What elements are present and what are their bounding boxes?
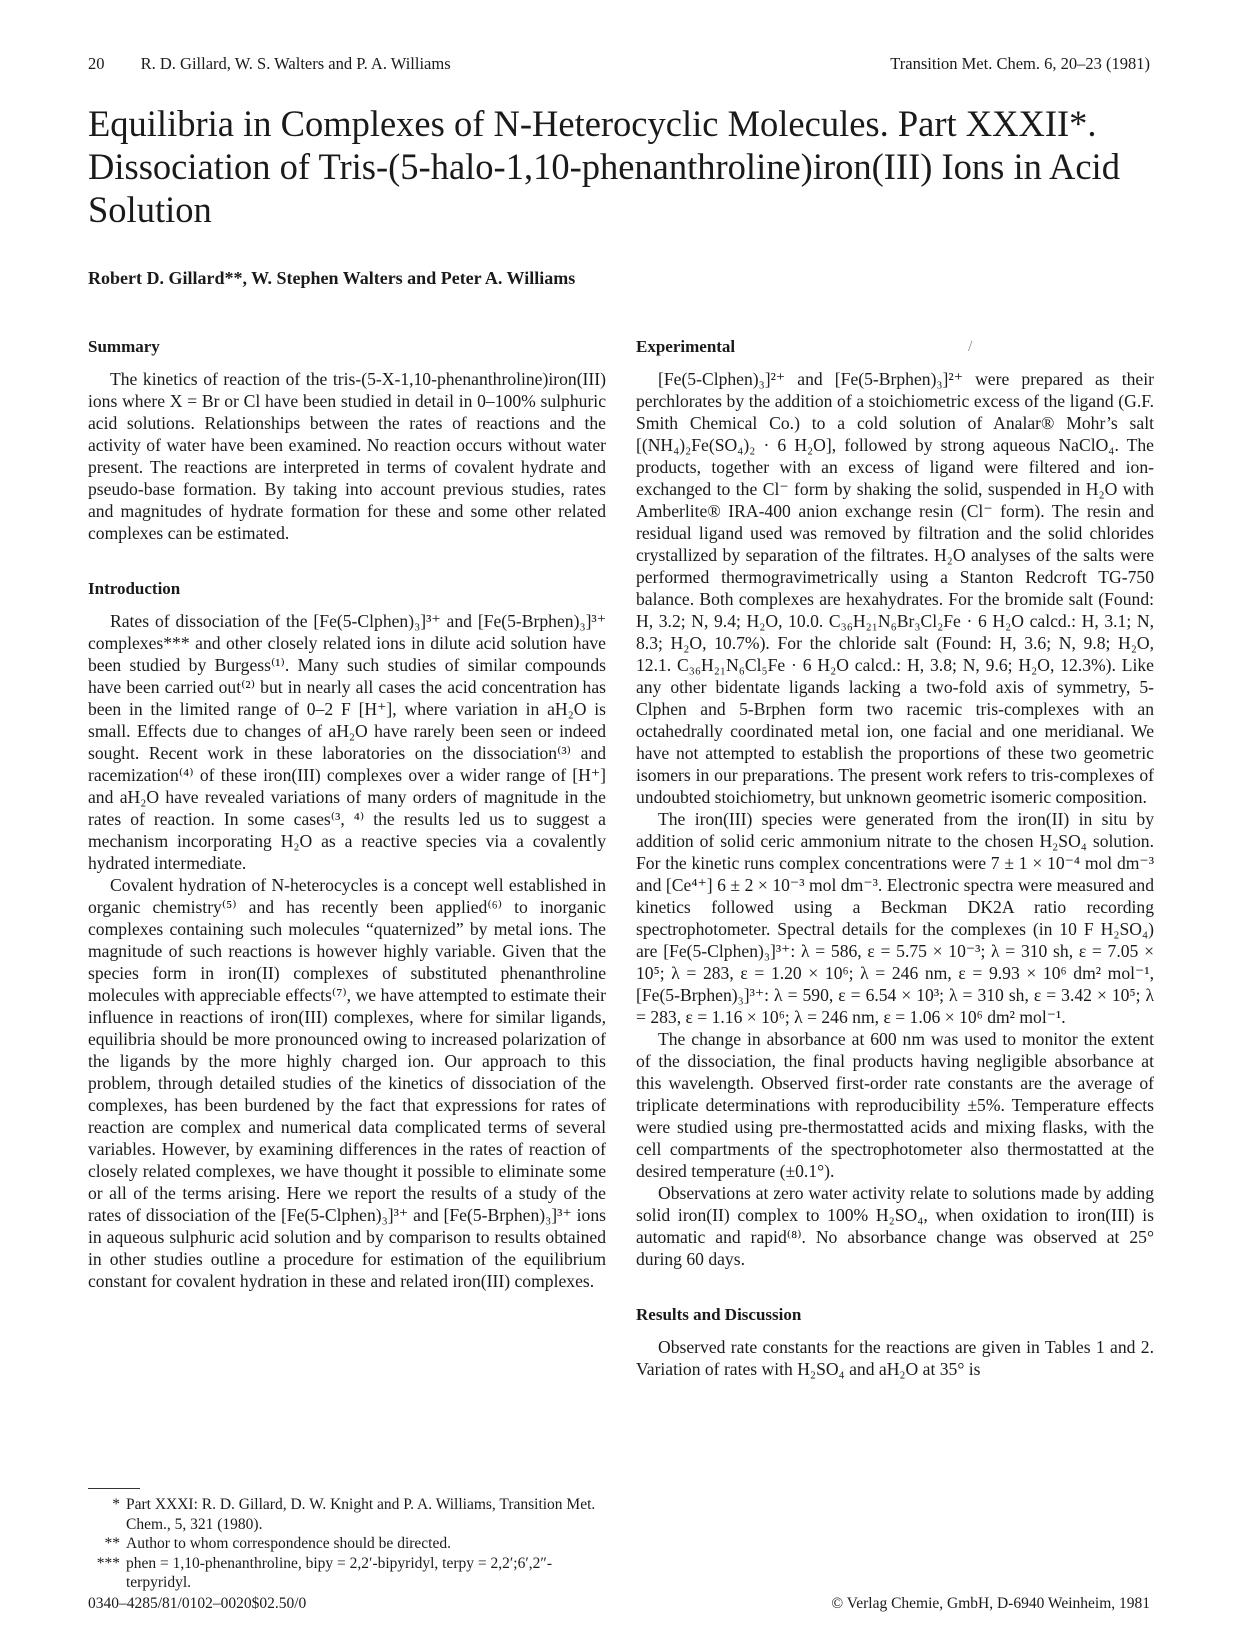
introduction-heading: Introduction — [88, 579, 181, 598]
experimental-heading: Experimental — [636, 337, 736, 356]
left-column — [88, 336, 606, 1292]
results-text: Observed rate constants for the reactions are given in Tables 1 and 2. Variation of rates with H₂SO₄ and aH₂O at 35° is — [636, 1337, 1154, 1379]
footnote — [88, 1534, 606, 1554]
results-heading: Results and Discussion — [636, 1305, 802, 1324]
footnote-text: Author to whom correspondence should be directed. — [126, 1535, 451, 1552]
journal-citation: Transition Met. Chem. 6, 20–23 (1981) — [890, 54, 1150, 73]
footnote — [88, 1495, 606, 1534]
article-title: Equilibria in Complexes of N-Heterocyclic Molecules. Part XXXII*. Dissociation of Tris-(5-halo-1,10-phenanthroline)iron(III) Ions in Acid Solution — [88, 103, 1120, 230]
footnote — [88, 1554, 606, 1593]
footnote-mark: ** — [104, 1535, 120, 1552]
footnote-mark: * — [112, 1496, 120, 1513]
introduction-paragraph: Rates of dissociation of the [Fe(5-Clphen)₃]³⁺ and [Fe(5-Brphen)₃]³⁺ complexes*** and other closely related ions in dilute acid solution have been studied by Burgess⁽¹⁾. Many such studies of similar compounds have been carried out⁽²⁾ but in nearly all cases the acid concentration has been in the limited range of 0–2 F [H⁺], where variation in aH₂O is small. Effects due to changes of aH₂O have rarely been seen or indeed sought. Recent work in these laboratories on the dissociation⁽³⁾ and racemization⁽⁴⁾ of these iron(III) complexes over a wider range of [H⁺] and aH₂O have revealed variations of many orders of magnitude in the rates of reaction. In some cases⁽³, ⁴⁾ the results led us to suggest a mechanism incorporating H₂O as a reactive species via a covalently hydrated intermediate. — [88, 611, 606, 873]
footnotes — [88, 1488, 606, 1593]
running-head — [88, 54, 1150, 74]
summary-heading: Summary — [88, 337, 160, 356]
footnote-rule — [88, 1488, 140, 1489]
copyright: © Verlag Chemie, GmbH, D-6940 Weinheim, 1981 — [831, 1595, 1150, 1612]
stray-mark: / — [968, 338, 973, 355]
experimental-paragraph: [Fe(5-Clphen)₃]²⁺ and [Fe(5-Brphen)₃]²⁺ were prepared as their perchlorates by the addition of a stoichiometric excess of the ligand (G.F. Smith Chemical Co.) to a cold solution of Analar® Mohr’s salt [(NH₄)₂Fe(SO₄)₂ · 6 H₂O], followed by strong aqueous NaClO₄. The products, together with an excess of ligand were filtered and ion-exchanged to the Cl⁻ form by shaking the solid, suspended in H₂O with Amberlite® IRA-400 anion exchange resin (Cl⁻ form). The resin and residual ligand used was removed by filtration and the solid chlorides crystallized by separation of the filtrates. H₂O analyses of the salts were performed thermogravimetrically using a Stanton Redcroft TG-750 balance. Both complexes are hexahydrates. For the bromide salt (Found: H, 3.2; N, 9.4; H₂O, 10.0. C₃₆H₂₁N₆Br₃Cl₂Fe · 6 H₂O calcd.: H, 3.1; N, 8.3; H₂O, 10.7%). For the chloride salt (Found: H, 3.6; N, 9.8; H₂O, 12.1. C₃₆H₂₁N₆Cl₅Fe · 6 H₂O calcd.: H, 3.8; N, 9.6; H₂O, 12.3%). Like any other bidentate ligands lacking a two-fold axis of symmetry, 5-Clphen and 5-Brphen form two racemic tris-complexes with an octahedrally coordinated metal ion, one facial and one meridianal. We have not attempted to establish the proportions of these two geometric isomers in our preparations. The present work refers to tris-complexes of undoubted stoichiometry, but unknown geometric isomeric composition. — [636, 369, 1154, 807]
summary-text: The kinetics of reaction of the tris-(5-X-1,10-phenanthroline)iron(III) ions where X = Br or Cl have been studied in detail in 0–100% sulphuric acid solutions. Relationships between the rates of reactions and the activity of water have been examined. No reaction occurs without water present. The reactions are interpreted in terms of covalent hydrate and pseudo-base formation. By taking into account previous studies, rates and magnitudes of hydrate formation for these and some other related complexes can be estimated. — [88, 369, 606, 543]
article-authors: Robert D. Gillard**, W. Stephen Walters and Peter A. Williams — [88, 268, 576, 288]
footnote-text: Part XXXI: R. D. Gillard, D. W. Knight and P. A. Williams, Transition Met. Chem., 5, 321 (1980). — [126, 1496, 596, 1533]
experimental-paragraph: Observations at zero water activity relate to solutions made by adding solid iron(II) complex to 100% H₂SO₄, when oxidation to iron(III) is automatic and rapid⁽⁸⁾. No absorbance change was observed at 25° during 60 days. — [636, 1183, 1154, 1269]
article-code: 0340–4285/81/0102–0020$02.50/0 — [88, 1595, 307, 1612]
running-authors: R. D. Gillard, W. S. Walters and P. A. Williams — [140, 54, 451, 73]
footnote-text: phen = 1,10-phenanthroline, bipy = 2,2′-bipyridyl, terpy = 2,2′;6′,2″-terpyridyl. — [126, 1554, 552, 1591]
introduction-paragraph: Covalent hydration of N-heterocycles is a concept well established in organic chemistry⁽⁵⁾ and has recently been applied⁽⁶⁾ to inorganic complexes containing such molecules “quaternized” by metal ions. The magnitude of such reactions is however highly variable. Given that the species form in iron(II) complexes of substituted phenanthroline molecules with appreciable effects⁽⁷⁾, we have attempted to estimate their influence in reactions of iron(III) complexes, where for similar ligands, equilibria should be more pronounced owing to increased polarization of the ligands by the more highly charged ion. Our approach to this problem, through detailed studies of the kinetics of dissociation of the complexes, has been burdened by the fact that expressions for rates of reaction are complex and numerical data complicated terms of several variables. However, by examining differences in the rates of reaction of closely related complexes, we have thought it possible to eliminate some or all of the terms arising. Here we report the results of a study of the rates of dissociation of the [Fe(5-Clphen)₃]³⁺ and [Fe(5-Brphen)₃]³⁺ ions in aqueous sulphuric acid solution and by comparison to results obtained in other studies outline a procedure for estimation of the equilibrium constant for covalent hydration in these and related iron(III) complexes. — [88, 875, 606, 1291]
page-footer — [88, 1595, 1150, 1613]
footnote-mark: *** — [96, 1554, 120, 1572]
experimental-paragraph: The iron(III) species were generated from the iron(II) in situ by addition of solid ceric ammonium nitrate to the chosen H₂SO₄ solution. For the kinetic runs complex concentrations were 7 ± 1 × 10⁻⁴ mol dm⁻³ and [Ce⁴⁺] 6 ± 2 × 10⁻³ mol dm⁻³. Electronic spectra were measured and kinetics followed using a Beckman DK2A ratio recording spectrophotometer. Spectral details for the complexes (in 10 F H₂SO₄) are [Fe(5-Clphen)₃]³⁺: λ = 586, ε = 5.75 × 10⁻³; λ = 310 sh, ε = 7.05 × 10⁵; λ = 283, ε = 1.20 × 10⁶; λ = 246 nm, ε = 9.93 × 10⁶ dm² mol⁻¹, [Fe(5-Brphen)₃]³⁺: λ = 590, ε = 6.54 × 10³; λ = 310 sh, ε = 3.42 × 10⁵; λ = 283, ε = 1.16 × 10⁶; λ = 246 nm, ε = 1.06 × 10⁶ dm² mol⁻¹. — [636, 809, 1154, 1027]
right-column — [636, 336, 1154, 1380]
experimental-paragraph: The change in absorbance at 600 nm was used to monitor the extent of the dissociation, the final products having negligible absorbance at this wavelength. Observed first-order rate constants are the average of triplicate determinations with reproducibility ±5%. Temperature effects were studied using pre-thermostatted acids and mixing flasks, with the cell compartments of the spectrophotometer also thermostatted at the desired temperature (±0.1°). — [636, 1029, 1154, 1181]
page-number: 20 — [88, 54, 105, 73]
